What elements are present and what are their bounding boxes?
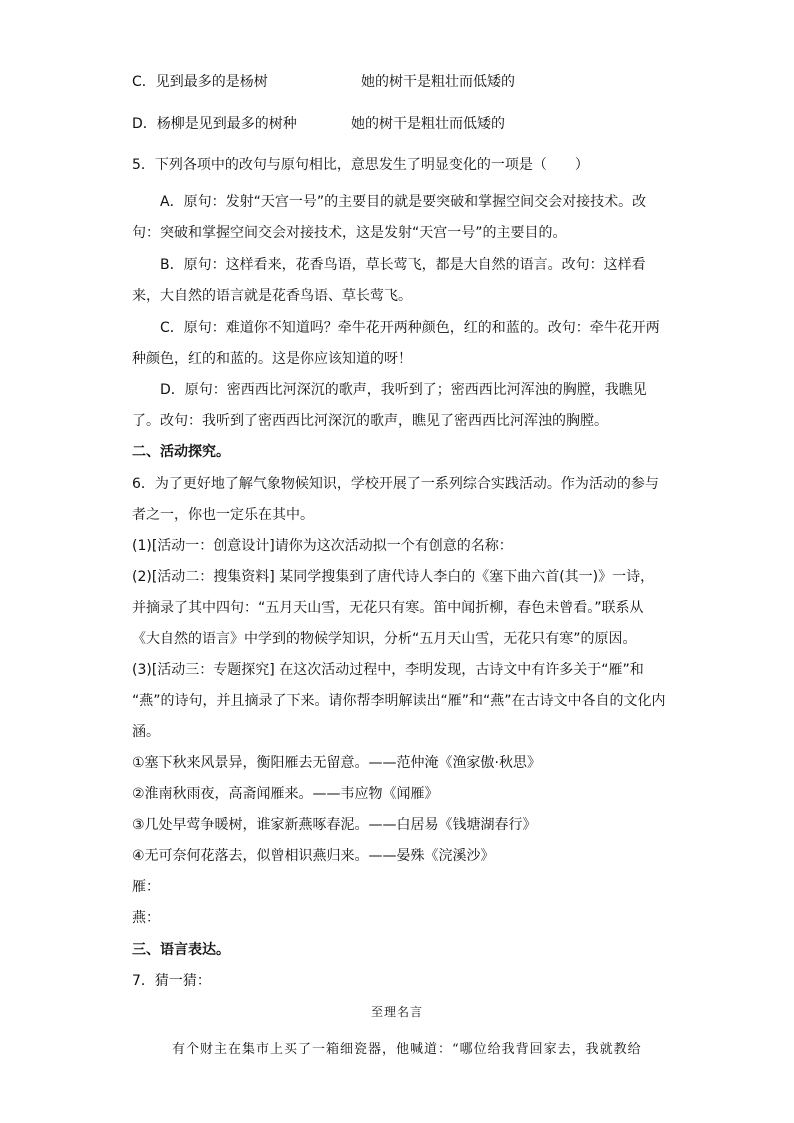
q6-answer-yan-swallow: 燕：	[132, 910, 160, 926]
q5-option-c-line2: 种颜色，红的和蓝的。这是你应该知道的呀！	[132, 351, 412, 367]
q5-option-b-line2: 来，大自然的语言就是花香鸟语、草长莺飞。	[132, 288, 412, 304]
q4-option-d-detail: 她的树干是粗壮而低矮的	[351, 116, 505, 132]
q7-passage-line1: 有个财主在集市上买了一箱细瓷器，他喊道：“哪位给我背回家去，我就教给	[172, 1042, 642, 1057]
q5-option-d-line2: 了。改句：我听到了密西西比河深沉的歌声，瞧见了密西西比河浑浊的胸膛。	[132, 413, 608, 429]
q7-passage-title: 至理名言	[370, 1005, 423, 1019]
q5-stem: 5．下列各项中的改句与原句相比，意思发生了明显变化的一项是（ ）	[132, 157, 589, 173]
q6-poem-1: ①塞下秋来风景异，衡阳雁去无留意。——范仲淹《渔家傲·秋思》	[132, 755, 541, 771]
q6-poem-2: ②淮南秋雨夜，高斋闻雁来。——韦应物《闻雁》	[132, 786, 439, 802]
q5-option-b-line1: B．原句：这样看来，花香鸟语，草长莺飞，都是大自然的语言。改句：这样看	[160, 257, 646, 273]
q6-activity-3-line3: 涵。	[132, 724, 160, 740]
q6-activity-3-line1: (3)[活动三：专题探究] 在这次活动过程中，李明发现，古诗文中有许多关于“雁”和	[132, 662, 644, 678]
section-3-heading: 三、语言表达。	[132, 942, 230, 958]
q6-activity-2-line2: 并摘录了其中四句：“五月天山雪，无花只有寒。笛中闻折柳，春色未曾看。”联系从	[132, 600, 644, 616]
q6-activity-3-line2: “燕”的诗句，并且摘录了下来。请你帮李明解读出“雁”和“燕”在古诗文中各自的文化内	[132, 693, 666, 709]
q5-option-c-line1: C．原句：难道你不知道吗？牵牛花开两种颜色，红的和蓝的。改句：牵牛花开两	[160, 320, 660, 336]
q6-intro-line2: 者之一，你也一定乐在其中。	[132, 507, 314, 523]
q5-option-d-line1: D．原句：密西西比河深沉的歌声，我听到了；密西西比河浑浊的胸膛，我瞧见	[160, 382, 647, 398]
q6-answer-yan: 雁：	[132, 879, 160, 895]
q6-activity-2-line1: (2)[活动二：搜集资料] 某同学搜集到了唐代诗人李白的《塞下曲六首(其一)》一诗，	[132, 569, 655, 585]
q4-option-d: D．杨柳是见到最多的树种	[132, 116, 297, 132]
q7-stem: 7．猜一猜：	[132, 973, 211, 989]
q4-option-c-detail: 她的树干是粗壮而低矮的	[361, 74, 515, 90]
q5-option-a-line2: 句：突破和掌握空间交会对接技术，这是发射“天宫一号”的主要目的。	[132, 225, 567, 241]
q6-activity-1: (1)[活动一：创意设计]请你为这次活动拟一个有创意的名称：	[132, 538, 513, 554]
q6-poem-4: ④无可奈何花落去，似曾相识燕归来。——晏殊《浣溪沙》	[132, 848, 495, 864]
q5-option-a-line1: A．原句：发射“天宫一号”的主要目的就是要突破和掌握空间交会对接技术。改	[160, 194, 647, 210]
q6-poem-3: ③几处早莺争暖树，谁家新燕啄春泥。——白居易《钱塘湖春行》	[132, 817, 537, 833]
section-2-heading: 二、活动探究。	[132, 444, 230, 460]
q6-intro-line1: 6．为了更好地了解气象物候知识，学校开展了一系列综合实践活动。作为活动的参与	[132, 476, 659, 492]
q6-activity-2-line3: 《大自然的语言》中学到的物候学知识，分析“五月天山雪，无花只有寒”的原因。	[132, 631, 637, 647]
q4-option-c: C．见到最多的是杨树	[132, 74, 268, 90]
